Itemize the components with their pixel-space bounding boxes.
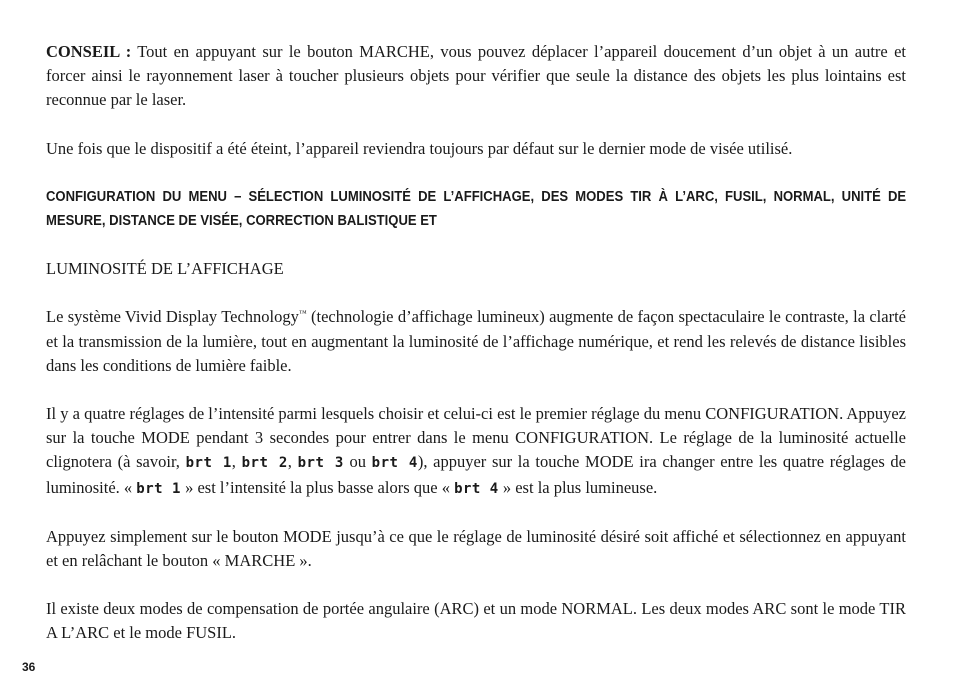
lcd-brt1: brt 1 [185, 455, 232, 472]
settings-paragraph [46, 402, 906, 501]
vivid-text-1: Le système Vivid Display Technology [46, 307, 299, 327]
lcd-brt4-brightest: brt 4 [454, 480, 499, 497]
trademark-symbol: ™ [298, 308, 307, 318]
settings-text-2: ), appuyer sur la touche MODE ira changer entre les quatre réglages de luminosité. « [46, 452, 906, 497]
select-paragraph: Appuyez simplement sur le bouton MODE jusqu’à ce que le réglage de luminosité désiré soit affiché et sélectionnez en appuyant et en relâchant le bouton « MARCHE ». [46, 526, 906, 571]
lcd-brt1-lowest: brt 1 [136, 480, 181, 497]
settings-comma-2: , [287, 452, 298, 472]
modes-paragraph: Il existe deux modes de compensation de portée angulaire (ARC) et un mode NORMAL. Les deux modes ARC sont le mode TIR A L’ARC et le mode FUSIL. [46, 599, 906, 643]
settings-text-1: Il y a quatre réglages de l’intensité parmi lesquels choisir et celui-ci est le premier réglage du menu CONFIGURATION. Appuyez sur la touche MODE pendant 3 secondes pour entrer dans le menu CONFIGURATION. Le réglage de la luminosité actuelle clignotera (à savoir, [46, 404, 906, 472]
settings-text-3: » est l’intensité la plus basse alors que « [180, 477, 455, 497]
settings-comma-1: , [231, 452, 242, 472]
brightness-heading: LUMINOSITÉ DE L’AFFICHAGE [46, 259, 284, 279]
lcd-brt2: brt 2 [241, 455, 288, 472]
vivid-paragraph [46, 305, 906, 378]
lcd-brt4: brt 4 [371, 455, 418, 472]
vivid-text-2: (technologie d’affichage lumineux) augmente de façon spectaculaire le contraste, la clarté et la transmission de la lumière, tout en augmentant la luminosité de l’affichage numérique, et rend les relevés de distance lisibles dans les conditions de lumière faible. [46, 307, 906, 375]
lcd-brt3: brt 3 [297, 455, 344, 472]
settings-text-4: » est la plus lumineuse. [498, 477, 658, 497]
tip-text: Tout en appuyant sur le bouton MARCHE, vous pouvez déplacer l’appareil doucement d’un objet à un autre et forcer ainsi le rayonnement laser à toucher plusieurs objets pour vérifier que seule la distance des objets les plus lointains est reconnue par le laser. [46, 42, 906, 110]
default-mode-paragraph: Une fois que le dispositif a été éteint, l’appareil reviendra toujours par défaut sur le dernier mode de visée utilisé. [46, 138, 793, 158]
page-number: 36 [22, 660, 36, 674]
tip-paragraph [46, 40, 906, 113]
settings-ou: ou [343, 452, 372, 472]
menu-heading: CONFIGURATION DU MENU – SÉLECTION LUMINOSITÉ DE L’AFFICHAGE, DES MODES TIR À L’ARC, FUSIL, NORMAL, UNITÉ DE MESURE, DISTANCE DE VISÉE, CORRECTION BALISTIQUE ET [46, 187, 907, 230]
document-page [46, 40, 906, 646]
tip-label: CONSEIL : [46, 42, 132, 61]
